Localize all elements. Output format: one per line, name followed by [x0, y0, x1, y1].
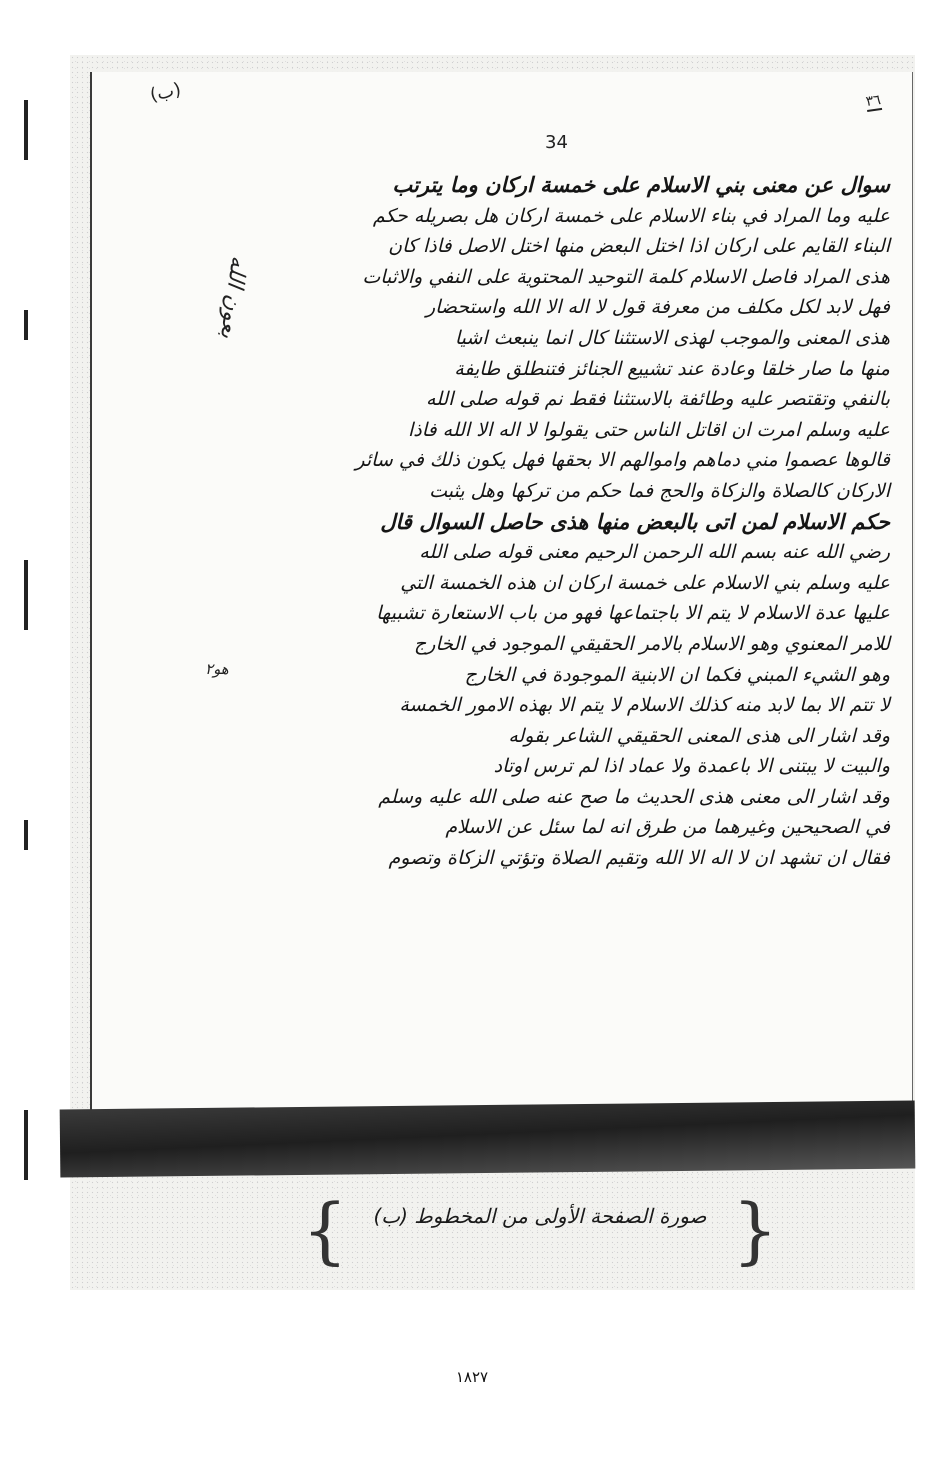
manuscript-line: بالنفي وتقتصر عليه وطائفة بالاستثنا فقط نم قوله صلى الله: [425, 388, 890, 411]
binding-mark: [24, 820, 28, 850]
manuscript-line: هذى المعنى والموجب لهذى الاستثنا كال انما ينبعث اشيا: [454, 326, 890, 349]
page-marker: 34: [545, 132, 568, 153]
brace-right: }: [732, 1188, 778, 1272]
manuscript-line: وقد اشار الى هذى المعنى الحقيقي الشاعر بقوله: [508, 724, 890, 747]
page-number: ١٨٢٧: [455, 1368, 489, 1386]
manuscript-line: وهو الشيء المبني فكما ان الابنية الموجودة في الخارج: [464, 663, 890, 686]
binding-mark: [24, 100, 28, 160]
manuscript-line: عليها عدة الاسلام لا يتم الا باجتماعها فهو من باب الاستعارة تشبيها: [376, 602, 890, 625]
scan-shadow-band: [60, 1101, 916, 1178]
manuscript-line: عليه وسلم بني الاسلام على خمسة اركان ان هذه الخمسة التي: [400, 571, 890, 594]
corner-tag: (ب): [148, 79, 183, 106]
brace-left: {: [302, 1188, 348, 1272]
manuscript-text: [260, 170, 890, 874]
manuscript-line: رضي الله عنه بسم الله الرحمن الرحيم معنى قوله صلى الله: [419, 541, 890, 564]
side-note: هو٢: [205, 660, 229, 678]
manuscript-line: لا تتم الا بما لابد منه كذلك الاسلام لا يتم الا بهذه الامور الخمسة: [399, 694, 890, 717]
margin-folio-number: ٣٦: [864, 92, 882, 110]
manuscript-line: وقد اشار الى معنى هذى الحديث ما صح عنه صلى الله عليه وسلم: [378, 785, 890, 808]
manuscript-line: للامر المعنوي وهو الاسلام بالامر الحقيقي الموجود في الخارج: [414, 632, 890, 655]
manuscript-line: عليه وسلم امرت ان اقاتل الناس حتى يقولوا لا اله الا الله فاذا: [408, 418, 890, 441]
binding-mark: [24, 1110, 28, 1180]
manuscript-line: سوال عن معنى بني الاسلام على خمسة اركان وما يترتب: [392, 173, 890, 197]
manuscript-line: الاركان كالصلاة والزكاة والحج فما حكم من تركها وهل يثبت: [429, 479, 890, 502]
binding-mark: [24, 560, 28, 630]
manuscript-line: البناء القايم على اركان اذا اختل البعض منها اختل الاصل فاذا كان: [388, 235, 890, 258]
manuscript-line: قالوها عصموا مني دماهم واموالهم الا بحقها فهل يكون ذلك في سائر: [355, 449, 890, 472]
manuscript-line: فهل لابد لكل مكلف من معرفة قول لا اله الا الله واستحضار: [425, 296, 890, 319]
manuscript-line: حكم الاسلام لمن اتى بالبعض منها هذى حاصل السوال قال: [380, 509, 890, 534]
margin-annotation: بعون الله: [214, 254, 252, 341]
caption-text: صورة الصفحة الأولى من المخطوط (ب): [373, 1204, 707, 1228]
manuscript-line: والبيت لا يبتنى الا باعمدة ولا عماد اذا لم ترس اوتاد: [493, 755, 890, 778]
figure-caption: [302, 1188, 778, 1275]
manuscript-line: منها ما صار خلقا وعادة عند تشييع الجنائز فتنطلق طايفة: [454, 357, 890, 380]
manuscript-line: فقال ان تشهد ان لا اله الا الله وتقيم الصلاة وتؤتي الزكاة وتصوم: [388, 847, 890, 870]
binding-mark: [24, 310, 28, 340]
manuscript-line: في الصحيحين وغيرهما من طرق انه لما سئل عن الاسلام: [445, 816, 890, 839]
manuscript-line: عليه وما المراد في بناء الاسلام على خمسة اركان هل بصريله حكم: [372, 204, 890, 227]
manuscript-line: هذى المراد فاصل الاسلام كلمة التوحيد المحتوية على النفي والاثبات: [362, 265, 890, 288]
